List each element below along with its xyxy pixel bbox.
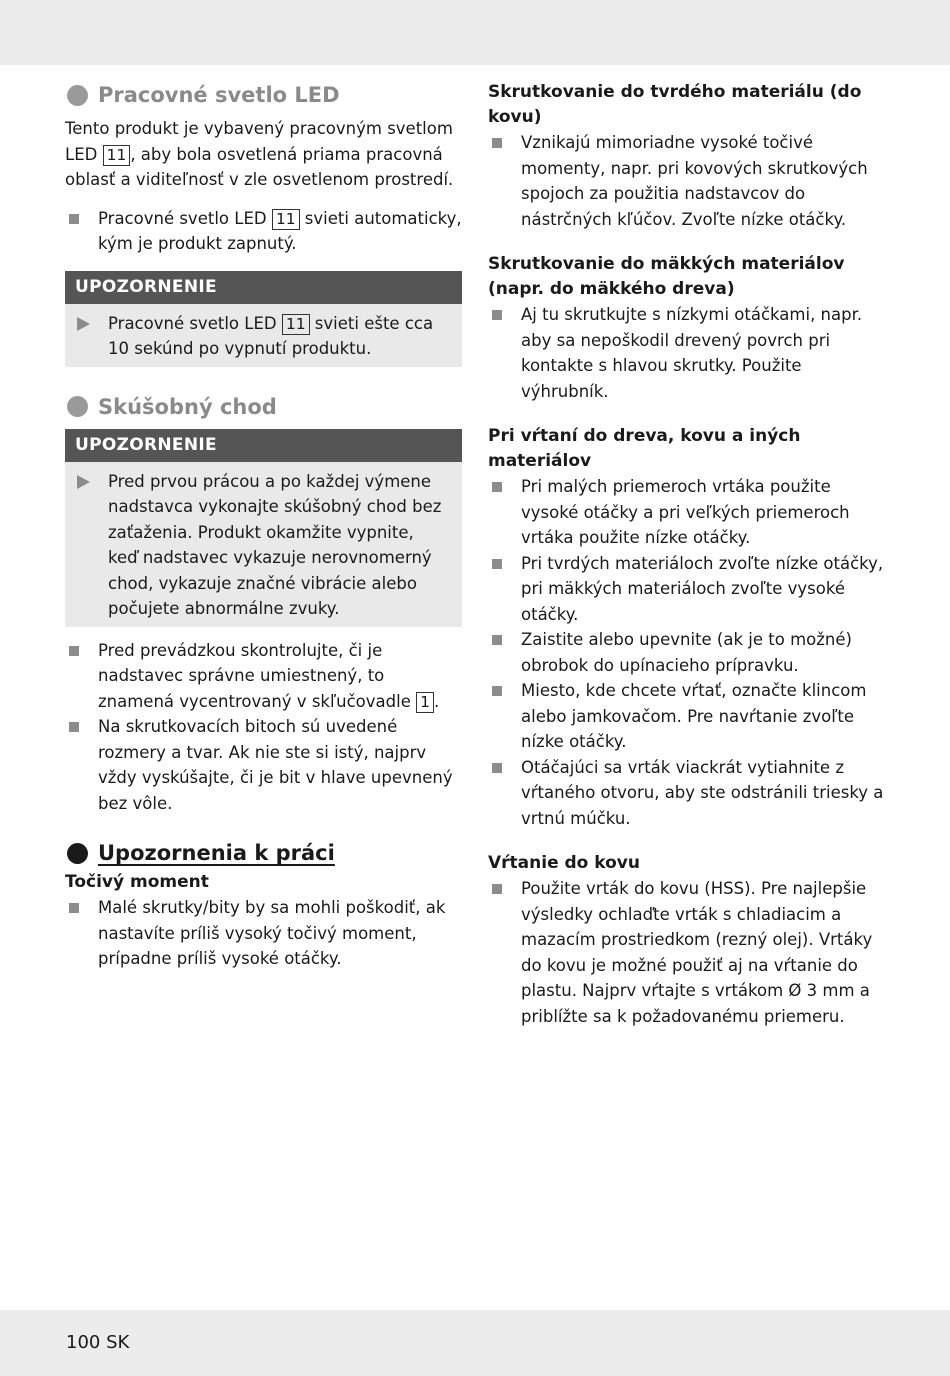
part-ref-11: 11 [282,314,310,335]
square-bullet-icon [492,310,502,320]
square-bullet-icon [69,214,79,224]
part-ref-1: 1 [416,692,434,713]
notice-header: UPOZORNENIE [65,271,462,304]
metal-drilling-list [488,876,888,1029]
notice-body: Pred prvou prácou a po každej výmene nadstavca vykonajte skúšobný chod bez zaťaženia. Produkt okamžite vypnite, keď nadstavec vykazuje nerovnomerný chod, vykazuje značné vibrácie alebo počujete abnormálne zvuky. [65,462,462,627]
subheading-soft-material: Skrutkovanie do mäkkých materiálov (napr. do mäkkého dreva) [488,254,845,299]
list-item: Pracovné svetlo LED 11 svieti automaticky, kým je produkt zapnutý. [65,206,462,257]
subheading-drilling: Pri vŕtaní do dreva, kovu a iných materiálov [488,426,801,471]
square-bullet-icon [492,763,502,773]
torque-list [65,895,462,972]
header-band [0,0,950,65]
square-bullet-icon [69,646,79,656]
list-item: Miesto, kde chcete vŕtať, označte klincom alebo jamkovačom. Pre navŕtanie zvoľte nízke otáčky. [488,678,888,755]
square-bullet-icon [492,482,502,492]
list-item: Vznikajú mimoriadne vysoké točivé momenty, napr. pri kovových skrutkových spojoch za použitia nadstavcov do nástrčných kľúčov. Zvoľte nízke otáčky. [488,130,888,232]
list-item: Otáčajúci sa vrták viackrát vytiahnite z vŕtaného otvoru, aby ste odstránili triesky a vrtnú múčku. [488,755,888,832]
triangle-arrow-icon [77,317,90,331]
test-run-list [65,638,462,817]
bullet-dot-icon [67,85,88,106]
section-title-test-run: Skúšobný chod [65,392,462,422]
notice-header: UPOZORNENIE [65,429,462,462]
bullet-dot-icon [67,396,88,417]
part-ref-11: 11 [272,209,300,230]
square-bullet-icon [492,884,502,894]
list-item: Pred prevádzkou skontrolujte, či je nadstavec správne umiestnený, to znamená vycentrovaný v skľučovadle 1 . [65,638,462,715]
list-item: Aj tu skrutkujte s nízkymi otáčkami, napr. aby sa nepoškodil drevený povrch pri kontakte s hlavou skrutky. Použite výhrubník. [488,302,888,404]
part-ref-11: 11 [103,145,131,166]
square-bullet-icon [492,559,502,569]
drilling-list [488,474,888,831]
subheading-torque: Točivý moment [65,872,209,892]
list-item: Na skrutkovacích bitoch sú uvedené rozmery a tvar. Ak nie ste si istý, najprv vždy vyskúšajte, či je bit v hlave upevnený bez vôle. [65,714,462,816]
left-column [65,80,462,972]
soft-material-list [488,302,888,404]
subheading-metal-drilling: Vŕtanie do kovu [488,853,640,873]
page-number: 100 SK [66,1332,130,1353]
footer-band [0,1310,950,1376]
list-item: Použite vrták do kovu (HSS). Pre najlepšie výsledky ochlaďte vrták s chladiacim a mazacím prostriedkom (rezný olej). Vrtáky do kovu je možné použiť aj na vŕtanie do plastu. Najprv vŕtajte s vrtákom Ø 3 mm a priblížte sa k požadovanému priemeru. [488,876,888,1029]
square-bullet-icon [492,635,502,645]
notice-body: Pracovné svetlo LED 11 svieti ešte cca 10 sekúnd po vypnutí produktu. [65,304,462,367]
notice-box-test-run [65,429,462,627]
hard-material-list [488,130,888,232]
list-item: Zaistite alebo upevnite (ak je to možné) obrobok do upínacieho prípravku. [488,627,888,678]
subheading-hard-material: Skrutkovanie do tvrdého materiálu (do kovu) [488,82,862,127]
list-item: Pri malých priemeroch vrtáka použite vysoké otáčky a pri veľkých priemeroch vrtáka použite nízke otáčky. [488,474,888,551]
section-title-work-light: Pracovné svetlo LED [65,80,462,110]
work-light-intro: Tento produkt je vybavený pracovným svetlom LED 11 , aby bola osvetlená priama pracovná oblasť a viditeľnosť v zle osvetlenom prostredí. [65,119,454,189]
list-item: Pri tvrdých materiáloch zvoľte nízke otáčky, pri mäkkých materiáloch zvoľte vysoké otáčky. [488,551,888,628]
square-bullet-icon [69,903,79,913]
section-title-work-tips: Upozornenia k práci [65,838,462,868]
work-light-list [65,206,462,257]
notice-box-work-light [65,271,462,367]
bullet-dot-icon [67,843,88,864]
square-bullet-icon [492,686,502,696]
square-bullet-icon [492,138,502,148]
triangle-arrow-icon [77,475,90,489]
right-column [488,80,888,1029]
square-bullet-icon [69,722,79,732]
list-item: Malé skrutky/bity by sa mohli poškodiť, ak nastavíte príliš vysoký točivý moment, prípadne príliš vysoké otáčky. [65,895,462,972]
